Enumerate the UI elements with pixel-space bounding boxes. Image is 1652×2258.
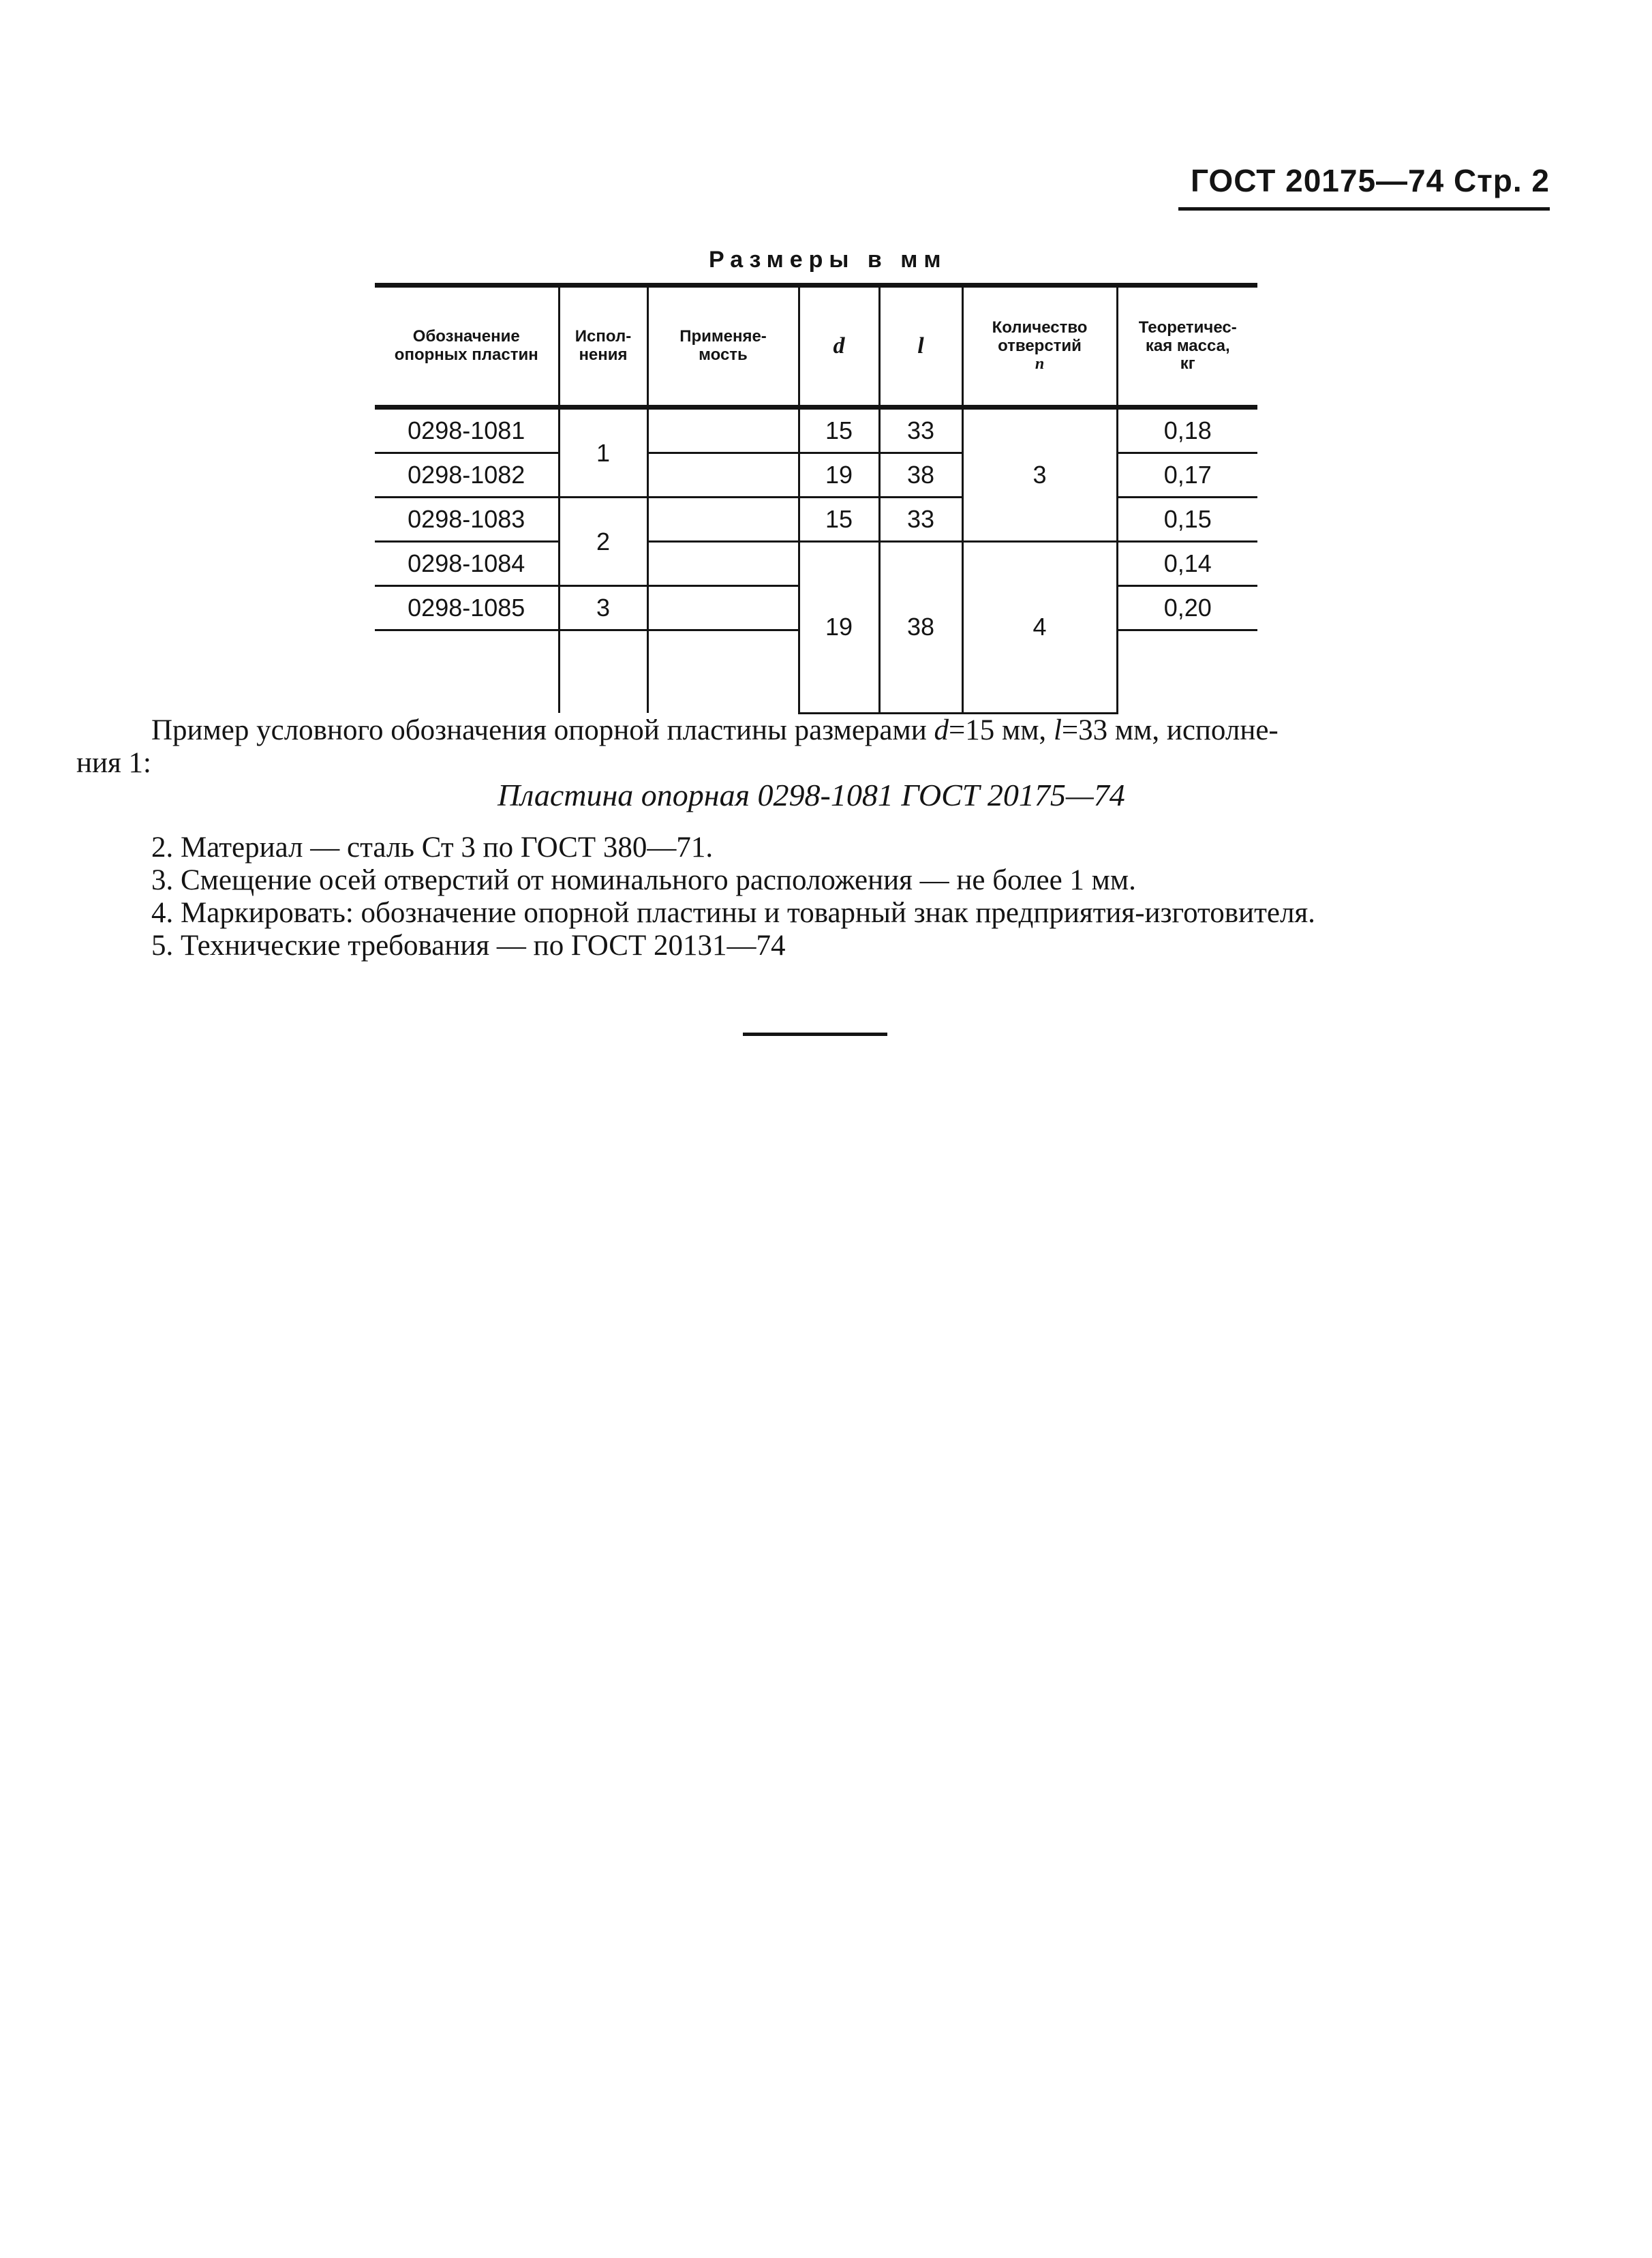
header-designation: Обозначение опорных пластин [375, 286, 559, 408]
cell-d: 15 [799, 408, 879, 453]
end-rule [743, 1033, 887, 1036]
example-paragraph: Пример условного обозначения опорной пластины размерами d=15 мм, l=33 мм, исполне- [151, 714, 1279, 746]
cell-d: 19 [799, 542, 879, 714]
header-applicability: Применяе- мость [647, 286, 799, 408]
cell-designation: 0298-1084 [375, 542, 559, 586]
cell-mass: 0,20 [1117, 586, 1257, 630]
cell-mass: 0,14 [1117, 542, 1257, 586]
cell-version: 1 [559, 408, 647, 498]
cell-applicability [647, 586, 799, 630]
table-row [375, 498, 1257, 542]
cell-d: 15 [799, 498, 879, 542]
list-item: 2. Материал — сталь Ст 3 по ГОСТ 380—71. [151, 832, 714, 864]
cell-designation: 0298-1085 [375, 586, 559, 630]
list-item: 4. Маркировать: обозначение опорной пластины и товарный знак предприятия-изготовителя. [151, 897, 1315, 929]
cell-designation: 0298-1082 [375, 453, 559, 498]
example-designation: Пластина опорная 0298-1081 ГОСТ 20175—74 [498, 778, 1125, 812]
table-row [375, 542, 1257, 586]
header-d: d [799, 286, 879, 408]
page-header: ГОСТ 20175—74 Стр. 2 [1178, 162, 1550, 211]
table-row [375, 453, 1257, 498]
header-mass: Теоретичес- кая масса, кг [1117, 286, 1257, 408]
cell-mass: 0,17 [1117, 453, 1257, 498]
cell-mass: 0,15 [1117, 498, 1257, 542]
list-item: 3. Смещение осей отверстий от номинального расположения — не более 1 мм. [151, 864, 1136, 896]
example-paragraph-cont: ния 1: [76, 747, 151, 779]
cell-designation: 0298-1081 [375, 408, 559, 453]
cell-designation: 0298-1083 [375, 498, 559, 542]
cell-applicability [647, 408, 799, 453]
header-l: l [879, 286, 962, 408]
cell-l: 38 [879, 453, 962, 498]
table-header-row [375, 286, 1257, 408]
cell-holes: 3 [962, 408, 1117, 542]
cell-applicability [647, 498, 799, 542]
cell-applicability [647, 453, 799, 498]
cell-l: 33 [879, 498, 962, 542]
table-caption: Размеры в мм [709, 247, 947, 273]
dimensions-table [375, 283, 1257, 714]
cell-l: 33 [879, 408, 962, 453]
cell-d: 19 [799, 453, 879, 498]
table-row [375, 408, 1257, 453]
cell-l: 38 [879, 542, 962, 714]
cell-holes: 4 [962, 542, 1117, 714]
cell-mass: 0,18 [1117, 408, 1257, 453]
list-item: 5. Технические требования — по ГОСТ 20131—74 [151, 930, 786, 962]
header-holes: Количество отверстий n [962, 286, 1117, 408]
cell-version: 3 [559, 586, 647, 630]
cell-applicability [647, 542, 799, 586]
cell-version: 2 [559, 498, 647, 586]
header-version: Испол- нения [559, 286, 647, 408]
